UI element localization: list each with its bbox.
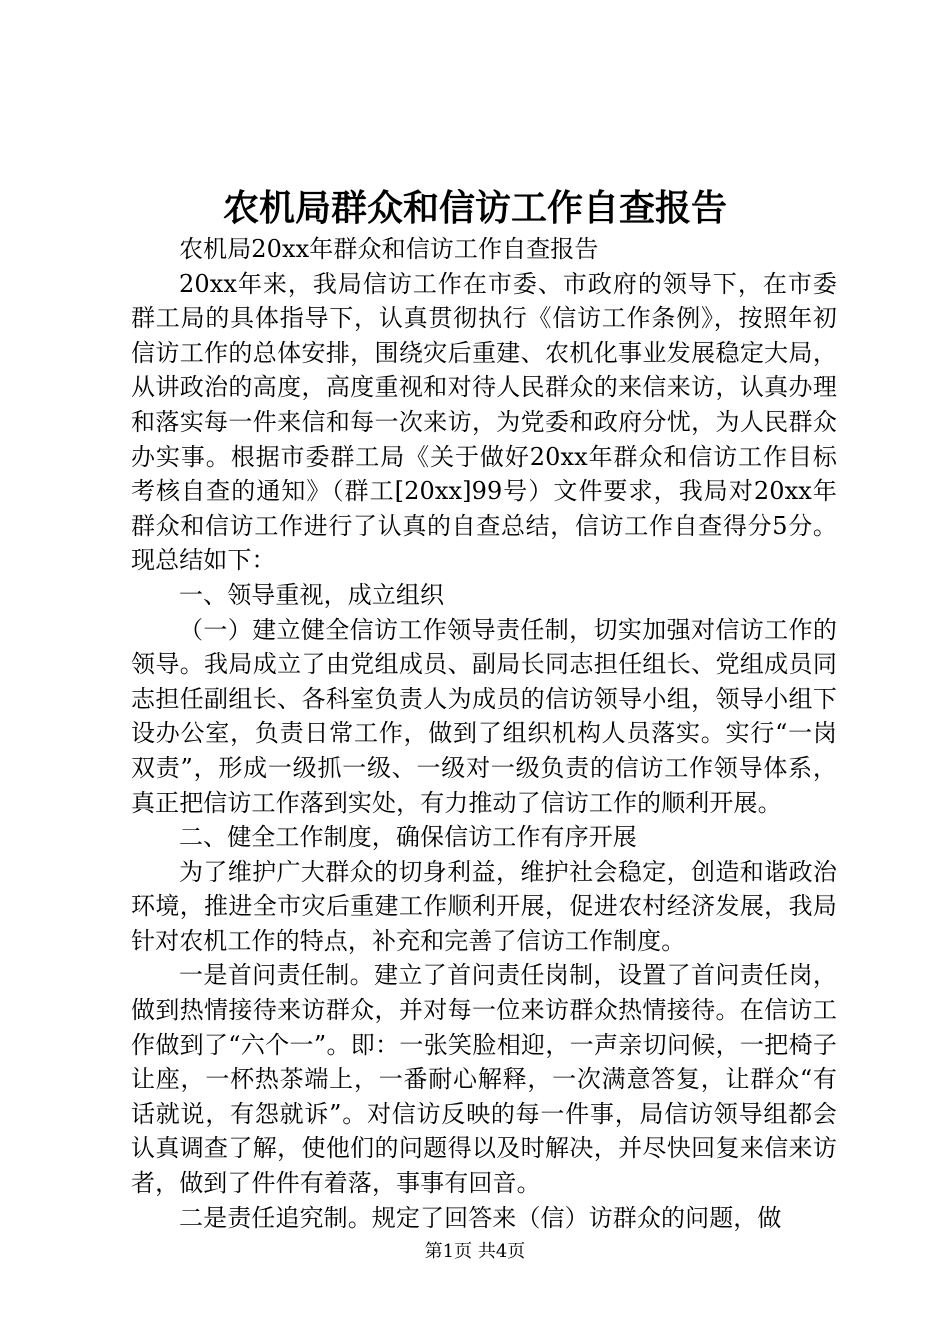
- accountability-paragraph: 二是责任追究制。规定了回答来（信）访群众的问题，做: [179, 1203, 782, 1232]
- section-1-paragraph: （一）建立健全信访工作领导责任制，切实加强对信访工作的领导。我局成立了由党组成员、副局长同志担任组长、党组成员同志担任副组长、各科室负责人为成员的信访领导小组，领导小组下设办公室，负责日常工作，做到了组织机构人员落实。实行“一岗双责”，形成一级抓一级、一级对一级负责的信访工作领导体系，真正把信访工作落到实处，有力推动了信访工作的顺利开展。: [131, 615, 837, 817]
- subtitle-paragraph: 农机局20xx年群众和信访工作自查报告: [179, 235, 599, 263]
- intro-paragraph: 20xx年来，我局信访工作在市委、市政府的领导下，在市委群工局的具体指导下，认真贯彻执行《信访工作条例》，按照年初信访工作的总体安排，围绕灾后重建、农机化事业发展稳定大局，从讲政治的高度，高度重视和对待人民群众的来信来访，认真办理和落实每一件来信和每一次来访，为党委和政府分忧，为人民群众办实事。根据市委群工局《关于做好20xx年群众和信访工作目标考核自查的通知》（群工[20xx]99号）文件要求，我局对20xx年群众和信访工作进行了认真的自查总结，信访工作自查得分5分。现总结如下：: [131, 269, 837, 575]
- section-heading-1: 一、领导重视，成立组织: [179, 580, 445, 609]
- document-title: 农机局群众和信访工作自查报告: [222, 188, 727, 229]
- document-body: [131, 232, 837, 1235]
- section-heading-2: 二、健全工作制度，确保信访工作有序开展: [179, 823, 637, 852]
- page-number: 第1页 共4页: [424, 1241, 526, 1262]
- section-2-intro-paragraph: 为了维护广大群众的切身利益，维护社会稳定，创造和谐政治环境，推进全市灾后重建工作顺利开展，促进农村经济发展，我局针对农机工作的特点，补充和完善了信访工作制度。: [131, 857, 837, 955]
- first-responsibility-paragraph: 一是首问责任制。建立了首问责任岗制，设置了首问责任岗，做到热情接待来访群众，并对每一位来访群众热情接待。在信访工作做到了“六个一”。即：一张笑脸相迎，一声亲切问候，一把椅子让座，一杯热茶端上，一番耐心解释，一次满意答复，让群众“有话就说，有怨就诉”。对信访反映的每一件事，局信访领导组都会认真调查了解，使他们的问题得以及时解决，并尽快回复来信来访者，做到了件件有着落，事事有回音。: [131, 961, 837, 1198]
